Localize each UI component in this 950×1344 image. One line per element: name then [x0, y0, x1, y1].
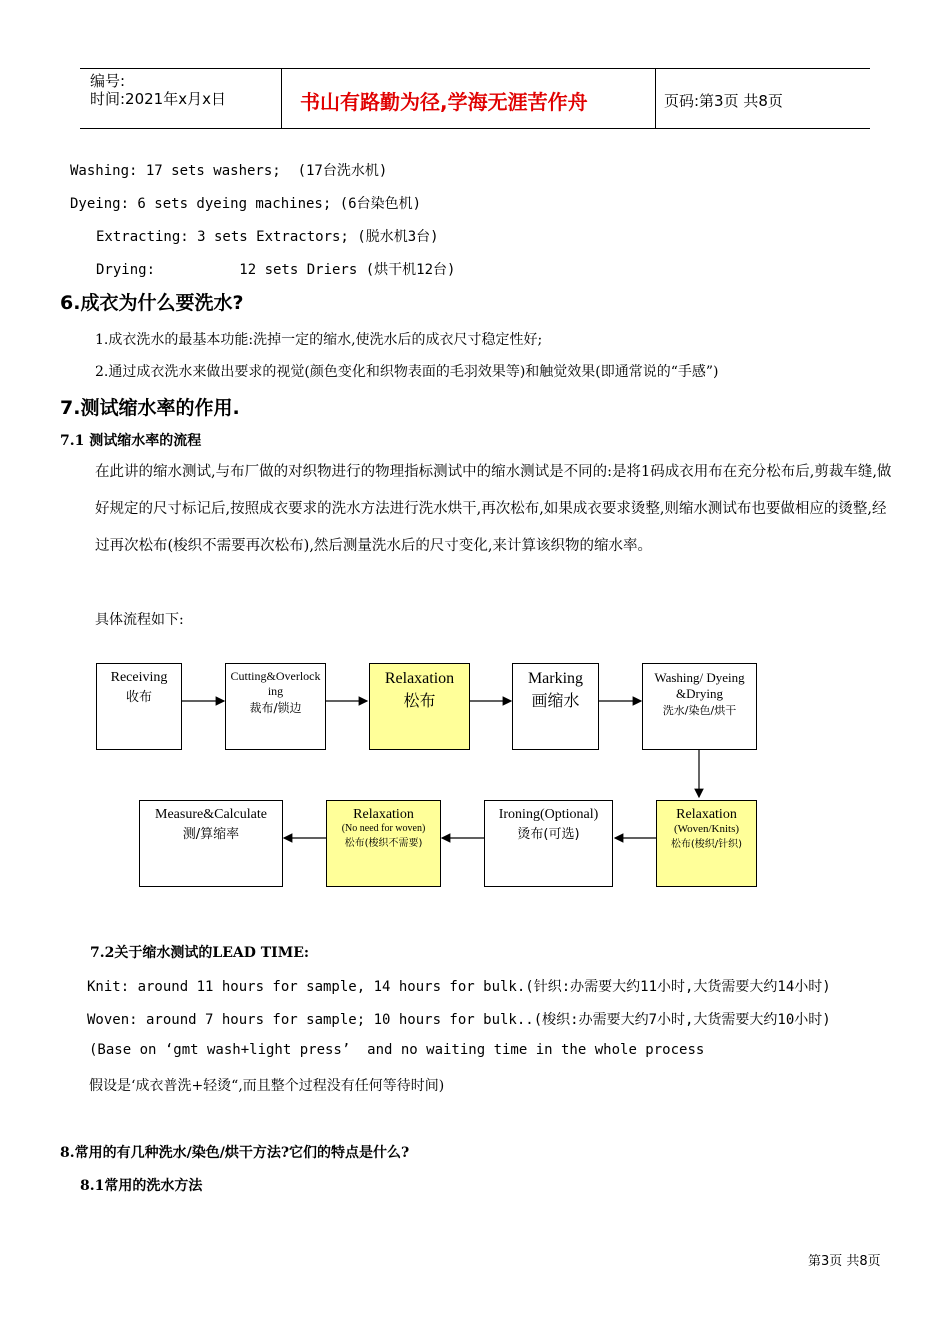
- flow-ironing-en: Ironing(Optional): [498, 807, 599, 822]
- section7-1-paragraph: 在此讲的缩水测试,与布厂做的对织物进行的物理指标测试中的缩水测试是不同的:是将1码成衣用布在充分松布后,剪裁车缝,做好规定的尺寸标记后,按照成衣要求的洗水方法进行洗水烘干,再次松布,如果成衣要求烫整,则缩水测试布也要做相应的烫整,经过再次松布(梭织不需要再次松布),然后测量洗水后的尺寸变化,来计算该织物的缩水率。: [95, 464, 892, 554]
- flow-cutting-zh: 裁布/锁边: [249, 701, 302, 715]
- flow-relax2-zh: 松布(梭织/针织): [670, 839, 743, 850]
- flow-receiving-en: Receiving: [110, 670, 168, 685]
- flow-relax1-en: Relaxation: [384, 670, 455, 687]
- flow-receiving-zh: 收布: [125, 690, 152, 705]
- flow-relax1-zh: 松布: [403, 691, 436, 710]
- section6-item1: 1.成衣洗水的最基本功能:洗掉一定的缩水,使洗水后的成衣尺寸稳定性好;: [95, 332, 543, 348]
- equipment-washing: Washing: 17 sets washers; (17台洗水机): [70, 163, 388, 179]
- flow-box-washing: [642, 663, 757, 750]
- flow-measure-en: Measure&Calculate: [155, 807, 267, 822]
- flow-relax2-note: (Woven/Knits): [673, 823, 740, 835]
- header-time-label: 时间:2021年x月x日: [90, 90, 226, 108]
- flow-relax3-note: (No need for woven): [341, 823, 426, 834]
- flow-box-relaxation-2: [656, 800, 757, 887]
- flow-washing-en: Washing/ Dyeing&Drying: [654, 670, 745, 701]
- equipment-drying: Drying: 12 sets Driers (烘干机12台): [96, 262, 456, 278]
- flow-marking-en: Marking: [527, 670, 584, 687]
- header-number-label: 编号:: [90, 72, 126, 90]
- section6-title: 6.成衣为什么要洗水?: [60, 292, 244, 314]
- flow-relax3-en: Relaxation: [353, 807, 414, 822]
- flow-box-cutting: [225, 663, 326, 750]
- section7-2-title: 7.2关于缩水测试的LEAD TIME:: [90, 945, 310, 961]
- leadtime-base-note: (Base on ‘gmt wash+light press’ and no waiting time in the whole process: [89, 1042, 705, 1058]
- section8-title: 8.常用的有几种洗水/染色/烘干方法?它们的特点是什么?: [60, 1145, 410, 1161]
- flow-marking-zh: 画缩水: [531, 691, 580, 710]
- section7-1-title: 7.1 测试缩水率的流程: [60, 433, 202, 449]
- section7-title: 7.测试缩水率的作用.: [60, 397, 240, 419]
- leadtime-knit: Knit: around 11 hours for sample, 14 hours for bulk.(针织:办需要大约11小时,大货需要大约14小时): [87, 979, 831, 995]
- flow-box-receiving: [96, 663, 182, 750]
- flow-box-measure: [139, 800, 283, 887]
- equipment-dyeing: Dyeing: 6 sets dyeing machines; (6台染色机): [70, 196, 422, 212]
- flow-box-marking: [512, 663, 599, 750]
- header-page-label: 页码:第3页 共8页: [664, 92, 783, 110]
- flow-ironing-zh: 烫布(可选): [517, 827, 580, 842]
- equipment-extracting: Extracting: 3 sets Extractors; (脱水机3台): [96, 229, 439, 245]
- leadtime-base-note-zh: 假设是‘成衣普洗+轻烫“,而且整个过程没有任何等待时间): [89, 1078, 445, 1094]
- leadtime-woven: Woven: around 7 hours for sample; 10 hours for bulk..(梭织:办需要大约7小时,大货需要大约10小时): [87, 1012, 831, 1028]
- flow-measure-zh: 测/算缩率: [182, 827, 240, 842]
- footer-page-number: 第3页 共8页: [808, 1254, 881, 1269]
- section6-item2: 2.通过成衣洗水来做出要求的视觉(颜色变化和织物表面的毛羽效果等)和触觉效果(即通常说的“手感”): [95, 364, 719, 380]
- header-motto: 书山有路勤为径,学海无涯苦作舟: [300, 90, 588, 114]
- section7-1-flow-intro: 具体流程如下:: [95, 612, 184, 628]
- flow-box-relaxation-3: [326, 800, 441, 887]
- flow-box-ironing: [484, 800, 613, 887]
- flow-cutting-en: Cutting&Overlocking: [230, 669, 321, 698]
- flow-box-relaxation-1: [369, 663, 470, 750]
- flow-relax2-en: Relaxation: [676, 807, 737, 822]
- section8-1-title: 8.1常用的洗水方法: [80, 1178, 203, 1194]
- flow-relax3-zh: 松布(梭织不需要): [344, 838, 423, 849]
- flow-washing-zh: 洗水/染色/烘干: [662, 704, 737, 717]
